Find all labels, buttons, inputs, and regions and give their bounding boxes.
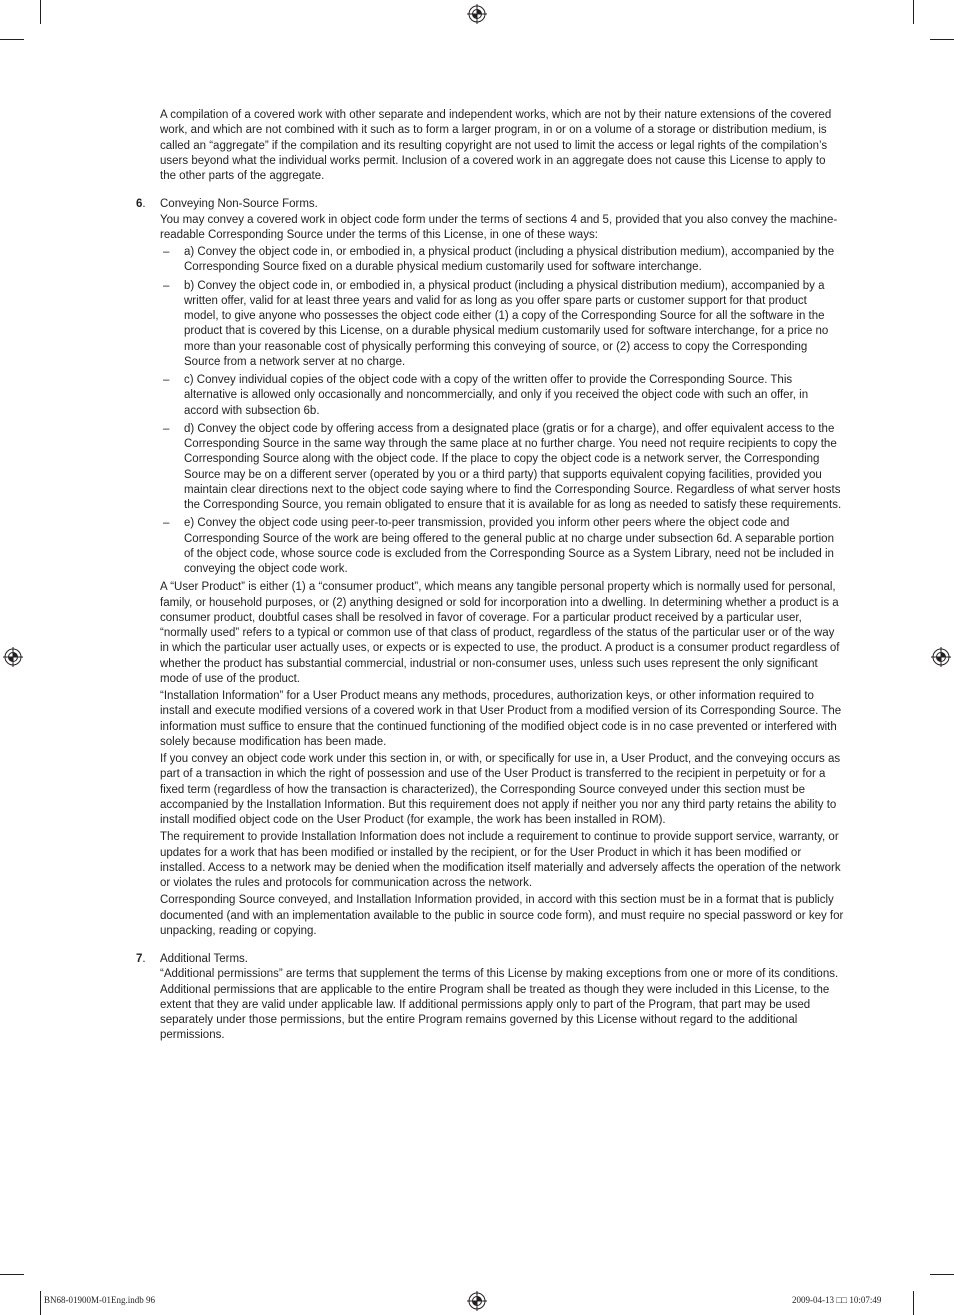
user-product-paragraph: A “User Product” is either (1) a “consumer product”, which means any tangible personal property which is normally used for personal, family, or household purposes, or (2) anything designed or sold for incorporation into a dwelling. In determining whether a product is a consumer product, doubtful cases shall be resolved in favor of coverage. For a particular product received by a particular user, “normally used” refers to a typical or common use of that class of product, regardless of the status of the particular user or of the way in which the particular user actually uses, or expects or is expected to use, the product. A product is a consumer product regardless of whether the product has substantial commercial, industrial or non-consumer uses, unless such uses represent the only significant mode of use of the product. — [160, 581, 840, 685]
section-6-number: 6. — [136, 198, 146, 211]
section-6-intro: You may convey a covered work in object code form under the terms of sections 4 and 5, provided that you also convey the machine-readable Corresponding Source under the terms of this License, in one of these ways: — [160, 213, 838, 241]
section-6-title: Conveying Non-Source Forms. — [160, 198, 318, 211]
registration-mark-top-icon — [467, 4, 487, 24]
crop-mark-top-left-horizontal — [0, 39, 24, 40]
crop-mark-top-left-vertical — [40, 0, 41, 24]
list-item: – d) Convey the object code by offering access from a designated place (gratis or for a charge), and offer equivalent access to the Corresponding Source in the same way through the same place at no further charge. You need not require recipients to copy the Corresponding Source along with the object code. If the place to copy the object code is a network server, the Corresponding Source may be on a different server (operated by you or a third party) that supports equivalent copying facilities, provided you maintain clear directions next to the object code saying where to find the Corresponding Source. Regardless of what server hosts the Corresponding Source, you remain obligated to ensure that it is available for as long as needed to satisfy these requirements. — [163, 422, 842, 511]
section-6-options-list — [160, 245, 844, 577]
crop-mark-bottom-left-horizontal — [0, 1274, 24, 1275]
support-requirement-paragraph: The requirement to provide Installation Information does not include a requirement to continue to provide support service, warranty, or updates for a work that has been modified or installed by the recipient, or for the User Product in which it has been modified or installed. Access to a network may be denied when the modification itself materially and adversely affects the operation of the network or violates the rules and protocols for communication across the network. — [160, 831, 841, 889]
crop-mark-top-right-horizontal — [930, 39, 954, 40]
list-item: – a) Convey the object code in, or embodied in, a physical product (including a physical distribution medium), accompanied by the Corresponding Source fixed on a durable physical medium customarily used for software interchange. — [163, 246, 835, 274]
format-requirement-paragraph: Corresponding Source conveyed, and Installation Information provided, in accord with this section must be in a format that is publicly documented (and with an implementation available to the public in source code form), and must require no special password or key for unpacking, reading or copying. — [160, 894, 844, 937]
list-item: – e) Convey the object code using peer-to-peer transmission, provided you inform other peers where the object code and Corresponding Source of the work are being offered to the general public at no charge under subsection 6d. A separable portion of the object code, whose source code is excluded from the Corresponding Source as a System Library, need not be included in conveying the object code work. — [163, 517, 834, 575]
intro-paragraph: A compilation of a covered work with other separate and independent works, which are not by their nature extensions of the covered work, and which are not combined with it such as to form a larger program, in or on a volume of a storage or distribution medium, is called an “aggregate” if the compilation and its resulting copyright are not used to limit the access or legal rights of the compilation’s users beyond what the individual works permit. Inclusion of a covered work in an aggregate does not cause this License to apply to the other parts of the aggregate. — [160, 109, 832, 182]
list-item: – c) Convey individual copies of the object code with a copy of the written offer to provide the Corresponding Source. This alternative is allowed only occasionally and noncommercially, and only if you received the object code with such an offer, in accord with subsection 6b. — [163, 374, 809, 417]
crop-mark-bottom-right-vertical — [913, 1291, 914, 1315]
crop-mark-bottom-right-horizontal — [930, 1274, 954, 1275]
footer-timestamp: 2009-04-13 □□ 10:07:49 — [792, 1295, 882, 1305]
registration-mark-right-icon — [931, 647, 951, 667]
section-6 — [136, 197, 844, 939]
list-item: – b) Convey the object code in, or embodied in, a physical product (including a physical distribution medium), accompanied by a written offer, valid for at least three years and valid for as long as you offer spare parts or customer support for that product model, to give anyone who possesses the object code either (1) a copy of the Corresponding Source for all the software in the product that is covered by this License, on a durable physical medium customarily used for software interchange, for a price no more than your reasonable cost of physically performing this conveying of source, or (2) access to copy the Corresponding Source from a network server at no charge. — [163, 279, 829, 368]
installation-information-paragraph: “Installation Information” for a User Product means any methods, procedures, authorization keys, or other information required to install and execute modified versions of a covered work in that User Product from a modified version of its Corresponding Source. The information must suffice to ensure that the continued functioning of the modified object code is in no case prevented or interfered with solely because modification has been made. — [160, 690, 842, 748]
footer-file-name: BN68-01900M-01Eng.indb 96 — [44, 1295, 155, 1305]
document-body — [136, 108, 844, 1044]
section-7-number: 7. — [136, 953, 146, 965]
conveying-object-code-paragraph: If you convey an object code work under this section in, or with, or specifically for use in, a User Product, and the conveying occurs as part of a transaction in which the right of possession and use of the User Product is transferred to the recipient in perpetuity or for a fixed term (regardless of how the transaction is characterized), the Corresponding Source conveyed under this section must be accompanied by the Installation Information. But this requirement does not apply if neither you nor any third party retains the ability to install modified object code on the User Product (for example, the work has been installed in ROM). — [160, 753, 841, 826]
registration-mark-bottom-icon — [467, 1291, 487, 1311]
crop-mark-bottom-left-vertical — [40, 1291, 41, 1315]
section-7-title: Additional Terms. — [160, 953, 248, 965]
section-7 — [136, 952, 844, 1044]
section-7-text: “Additional permissions” are terms that supplement the terms of this License by making exceptions from one or more of its conditions. Additional permissions that are applicable to the entire Program shall be treated as though they were included in this License, to the extent that they are valid under applicable law. If additional permissions apply only to part of the Program, that part may be used separately under those permissions, but the entire Program remains governed by this License without regard to the additional permissions. — [160, 968, 839, 1042]
registration-mark-left-icon — [3, 647, 23, 667]
crop-mark-top-right-vertical — [913, 0, 914, 24]
